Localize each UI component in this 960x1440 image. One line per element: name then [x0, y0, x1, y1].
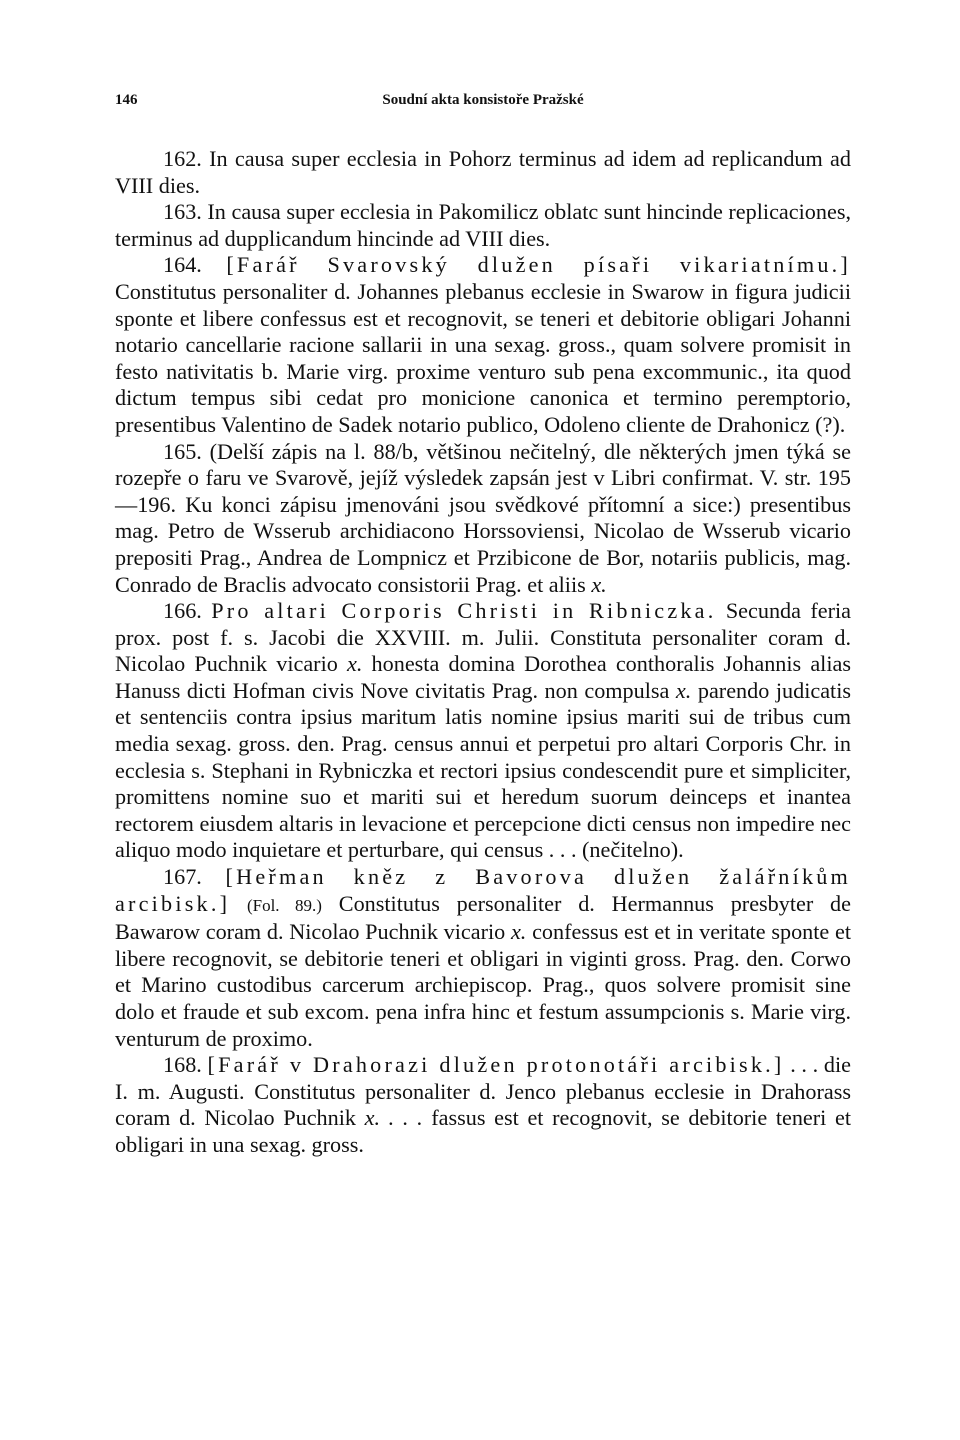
- entry-number: 168.: [163, 1052, 202, 1078]
- page-header: [115, 92, 851, 116]
- text-block: [115, 146, 851, 1159]
- folio-reference: (Fol. 89.): [246, 895, 322, 915]
- entry-heading: [Farář Svarovský dlužen písaři vikariatnímu.]: [226, 252, 851, 278]
- entry-heading: [Farář v Drahorazi dlužen protonotáři arcibisk.]: [207, 1052, 785, 1078]
- entry-text: 163. In causa super ecclesia in Pakomilicz oblatc sunt hincinde replicaciones, terminus ad dupplicandum hincinde ad VIII dies.: [115, 199, 851, 251]
- entry-body: honesta domina Dorothea conthoralis Johannis alias Hanuss dicti Hofman civis Nove civitatis Prag. non compulsa: [115, 651, 851, 703]
- entry-body: fassus est et recognovit, se debitorie teneri et obligari in una sexag. gross.: [115, 1105, 851, 1157]
- abbreviation-mark: x.: [591, 571, 607, 597]
- entry-text: 162. In causa super ecclesia in Pohorz terminus ad idem ad replicandum ad VIII dies.: [115, 146, 851, 198]
- entry-163: [115, 199, 851, 252]
- page-number: 146: [115, 92, 138, 108]
- entry-168: [115, 1052, 851, 1158]
- entry-body: Constitutus personaliter d. Johannes plebanus ecclesie in Swarow in figura judicii sponte et libere confessus est et recognovit, se teneri et debitorie obligari Johanni notario cancellarie racione sallarii in una sexag. gross., quam solvere promisit in festo nativitatis b. Marie virg. proxime venturo sub pena excommunic., ita quod dictum tempus sibi cedat pro monicione canonica et termino peremptorio, presentibus Valentino de Sadek notario publico, Odoleno cliente de Drahonicz (?).: [115, 278, 851, 437]
- entry-number: 166.: [163, 598, 202, 624]
- entry-162: [115, 146, 851, 199]
- entry-164: [115, 252, 851, 438]
- abbreviation-mark: x.: [510, 919, 527, 945]
- entry-body: . . . die I. m. Augusti. Constitutus personaliter d. Jenco plebanus ecclesie in Drahorass coram d. Nicolao Puchnik: [115, 1052, 852, 1131]
- entry-167: [115, 864, 851, 1052]
- entry-body: 165. (Delší zápis na l. 88/b, většinou nečitelný, dle některých jmen týká se rozepře o faru ve Svarově, jejíž výsledek zapsán jest v Libri confirmat. V. str. 195—196. Ku konci zápisu jmenováni jsou svědkové přítomní a sice:) presentibus mag. Petro de Wsserub archidiacono Horssoviensi, Nicolao de Wsserub vicario prepositi Prag., Andrea de Lompnicz et Przibicone de Bor, notariis publicis, mag. Conrado de Braclis advocato consistorii Prag. et aliis: [115, 438, 851, 597]
- entry-number: 167.: [163, 864, 202, 890]
- entry-heading: Pro altari Corporis Christi in Ribniczka.: [211, 598, 717, 624]
- abbreviation-mark: x. . . .: [364, 1105, 423, 1131]
- entry-body: confessus est et in veritate sponte et libere recognovit, se debitorie teneri et obligari in viginti gross. Prag. den. Corwo et Marino custodibus carcerum archiepiscop. Prag., quos solvere promisit sine dolo et fraude et sub excom. pena infra hinc et festum assumpcionis s. Marie virg. venturum de proximo.: [115, 919, 852, 1051]
- running-title: Soudní akta konsistoře Pražské: [382, 92, 584, 108]
- entry-body: parendo judicatis et sentenciis contra ipsius maritum latis nomine ipsius mariti sui de tribus cum media sexag. gross. den. Prag. census annui et perpetui pro altari Corporis Chr. in ecclesia s. Stephani in Rybniczka et rectori ipsius condescendit pure et simpliciter, promittens nomine suo et mariti sui et heredum suorum deinceps et inantea rectorem eiusdem altaris in levacione et percepcione dicti census non impedire nec aliquo modo inquietare et perturbare, qui census . . . (nečitelno).: [115, 677, 852, 863]
- entry-heading: [Heřman kněz z Bavorova dlužen žalářníkům arcibisk.]: [115, 864, 851, 916]
- entry-number: 164.: [163, 252, 202, 278]
- entry-166: [115, 598, 851, 864]
- abbreviation-mark: x.: [346, 651, 363, 677]
- entry-165: [115, 439, 851, 599]
- entry-body: Secunda feria prox. post f. s. Jacobi die XXVIII. m. Julii. Constituta personaliter coram d. Nicolao Puchnik vicario: [115, 598, 851, 677]
- entry-body: Constitutus personaliter d. Hermannus presbyter de Bawarow coram d. Nicolao Puchnik vicario: [115, 890, 851, 945]
- abbreviation-mark: x.: [675, 677, 692, 703]
